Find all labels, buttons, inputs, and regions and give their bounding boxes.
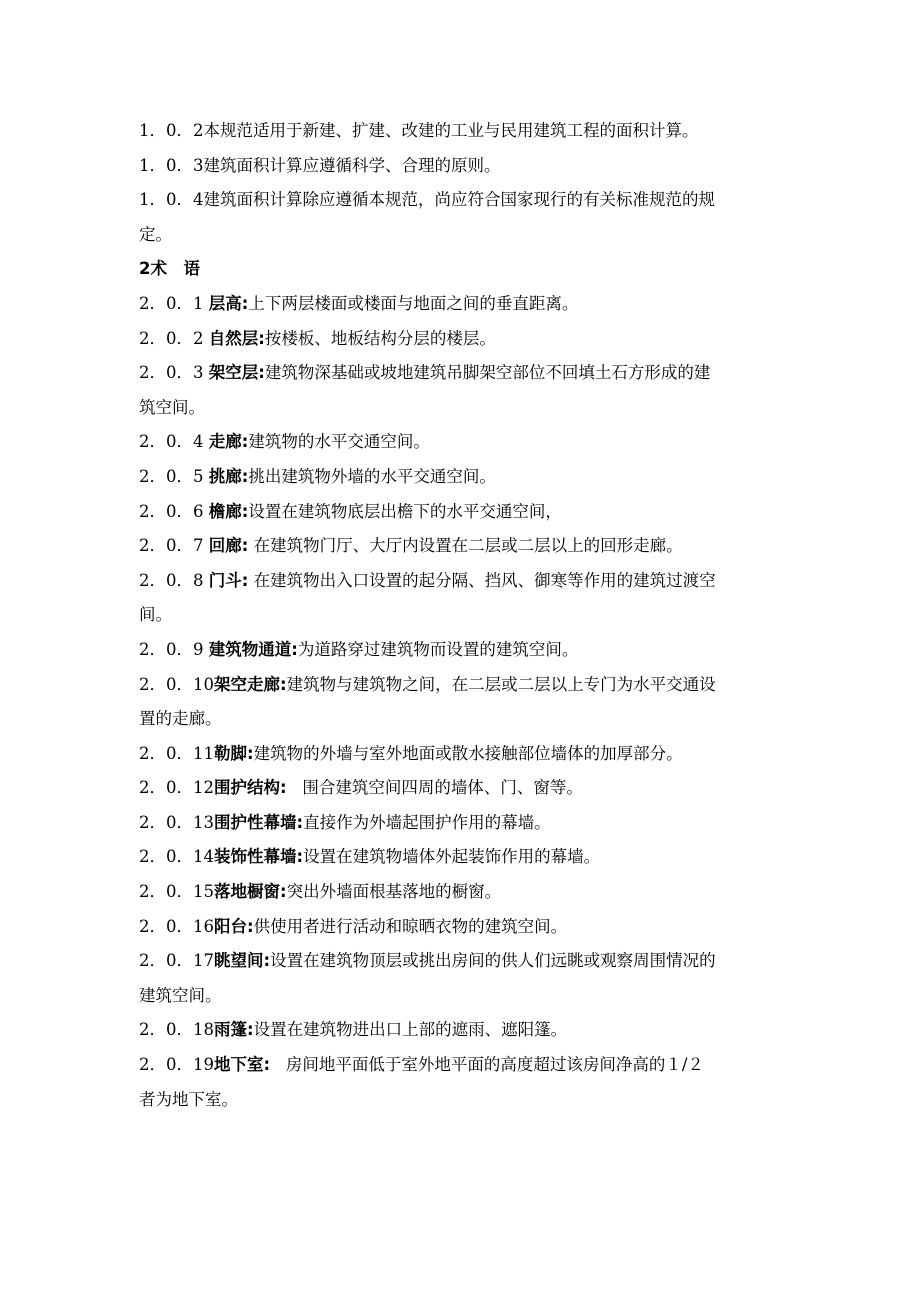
text-line — [139, 771, 789, 806]
term-name: 檐廊: — [208, 501, 249, 521]
clause-number: 2．0．18 — [139, 1020, 214, 1040]
term-name: 雨篷: — [214, 1020, 254, 1040]
text-line — [139, 702, 789, 737]
clause-number: 2．0．4 — [139, 432, 209, 452]
clause-number: 2．0．10 — [139, 674, 214, 694]
text-line — [139, 425, 789, 460]
clause-number: 2．0．15 — [139, 882, 214, 902]
text-line — [139, 218, 789, 253]
clause-number: 2．0．14 — [139, 847, 214, 867]
clause-text: 直接作为外墙起围护作用的幕墙。 — [303, 812, 551, 832]
text-line — [139, 633, 789, 668]
clause-number: 1．0．3 — [139, 155, 204, 175]
clause-text: 建筑物的外墙与室外地面或散水接触部位墙体的加厚部分。 — [253, 743, 683, 763]
term-name: 回廊: — [208, 536, 249, 556]
term-name: 装饰性幕墙: — [214, 847, 304, 867]
clause-text: 按楼板、地板结构分层的楼层。 — [264, 328, 496, 348]
clause-text: 者为地下室。 — [139, 1089, 238, 1109]
clause-number: 2．0．1 — [139, 293, 209, 313]
clause-text: 建筑面积计算除应遵循本规范，尚应符合国家现行的有关标准规范的规 — [203, 190, 715, 210]
text-line — [139, 910, 789, 945]
section-heading-text: 2术 语 — [139, 259, 200, 279]
term-name: 自然层: — [208, 328, 265, 348]
text-line — [139, 944, 789, 979]
text-line — [139, 564, 789, 599]
term-name: 围护性幕墙: — [214, 812, 304, 832]
clause-number: 2．0．8 — [139, 570, 209, 590]
clause-text: 建筑面积计算应遵循科学、合理的原则。 — [203, 155, 501, 175]
text-line — [139, 287, 789, 322]
clause-text: 设置在建筑物进出口上部的遮雨、遮阳篷。 — [253, 1020, 568, 1040]
clause-number: 2．0．16 — [139, 916, 214, 936]
text-line — [139, 114, 789, 149]
text-line — [139, 495, 789, 530]
term-name: 围护结构: — [214, 778, 287, 798]
clause-text: 建筑物的水平交通空间。 — [248, 432, 430, 452]
clause-text: 筑空间。 — [139, 397, 205, 417]
term-name: 架空层: — [208, 363, 265, 383]
term-name: 眺望间: — [214, 951, 271, 971]
clause-number: 2．0．2 — [139, 328, 209, 348]
text-line — [139, 1083, 789, 1118]
clause-number: 2．0．6 — [139, 501, 209, 521]
clause-text: 在建筑物门厅、大厅内设置在二层或二层以上的回形走廊。 — [248, 536, 683, 556]
text-line — [139, 806, 789, 841]
clause-text: 上下两层楼面或楼面与地面之间的垂直距离。 — [248, 293, 579, 313]
text-line — [139, 322, 789, 357]
term-name: 地下室: — [214, 1055, 271, 1075]
clause-text: 为道路穿过建筑物而设置的建筑空间。 — [297, 639, 579, 659]
term-name: 层高: — [208, 293, 249, 313]
term-name: 走廊: — [208, 432, 249, 452]
term-name: 架空走廊: — [214, 674, 287, 694]
clause-text: 间。 — [139, 605, 172, 625]
clause-number: 2．0．7 — [139, 536, 209, 556]
term-name: 阳台: — [214, 916, 254, 936]
clause-text: 设置在建筑物墙体外起装饰作用的幕墙。 — [303, 847, 601, 867]
text-line — [139, 979, 789, 1014]
text-line — [139, 668, 789, 703]
text-line — [139, 391, 789, 426]
text-line — [139, 149, 789, 184]
clause-text: 设置在建筑物顶层或挑出房间的供人们远眺或观察周围情况的 — [270, 951, 716, 971]
clause-number: 2．0．17 — [139, 951, 214, 971]
term-name: 勒脚: — [214, 743, 254, 763]
clause-text: 本规范适用于新建、扩建、改建的工业与民用建筑工程的面积计算。 — [203, 121, 699, 140]
text-line — [139, 460, 789, 495]
text-line — [139, 875, 789, 910]
text-line — [139, 840, 789, 875]
text-line — [139, 1048, 789, 1083]
clause-number: 2．0．13 — [139, 812, 214, 832]
clause-text: 定。 — [139, 224, 172, 244]
clause-text: 挑出建筑物外墙的水平交通空间。 — [248, 466, 496, 486]
text-line — [139, 529, 789, 564]
document-body — [139, 114, 789, 1117]
clause-text: 建筑物与建筑物之间，在二层或二层以上专门为水平交通设 — [286, 674, 716, 694]
term-name: 门斗: — [208, 570, 249, 590]
clause-number: 1．0．2 — [139, 121, 204, 140]
term-name: 建筑物通道: — [208, 639, 298, 659]
clause-text: 在建筑物出入口设置的起分隔、挡风、御寒等作用的建筑过渡空 — [248, 570, 716, 590]
term-name: 挑廊: — [208, 466, 249, 486]
clause-text: 围合建筑空间四周的墙体、门、窗等。 — [286, 778, 583, 798]
clause-text: 置的走廊。 — [139, 709, 222, 729]
text-line — [139, 598, 789, 633]
clause-text: 设置在建筑物底层出檐下的水平交通空间， — [248, 501, 562, 521]
clause-text: 供使用者进行活动和晾晒衣物的建筑空间。 — [253, 916, 568, 936]
clause-text: 突出外墙面根基落地的橱窗。 — [286, 882, 502, 902]
section-heading — [139, 252, 789, 287]
clause-number: 1．0．4 — [139, 190, 204, 210]
clause-number: 2．0．19 — [139, 1055, 214, 1075]
text-line — [139, 356, 789, 391]
clause-number: 2．0．12 — [139, 778, 214, 798]
clause-text: 房间地平面低于室外地平面的高度超过该房间净高的１/２ — [270, 1055, 704, 1075]
clause-text: 建筑物深基础或坡地建筑吊脚架空部位不回填土石方形成的建 — [264, 363, 711, 383]
term-name: 落地橱窗: — [214, 882, 287, 902]
text-line — [139, 1013, 789, 1048]
clause-number: 2．0．11 — [139, 743, 214, 763]
clause-number: 2．0．9 — [139, 639, 209, 659]
clause-text: 建筑空间。 — [139, 985, 222, 1005]
text-line — [139, 737, 789, 772]
clause-number: 2．0．5 — [139, 466, 209, 486]
text-line — [139, 183, 789, 218]
clause-number: 2．0．3 — [139, 363, 209, 383]
